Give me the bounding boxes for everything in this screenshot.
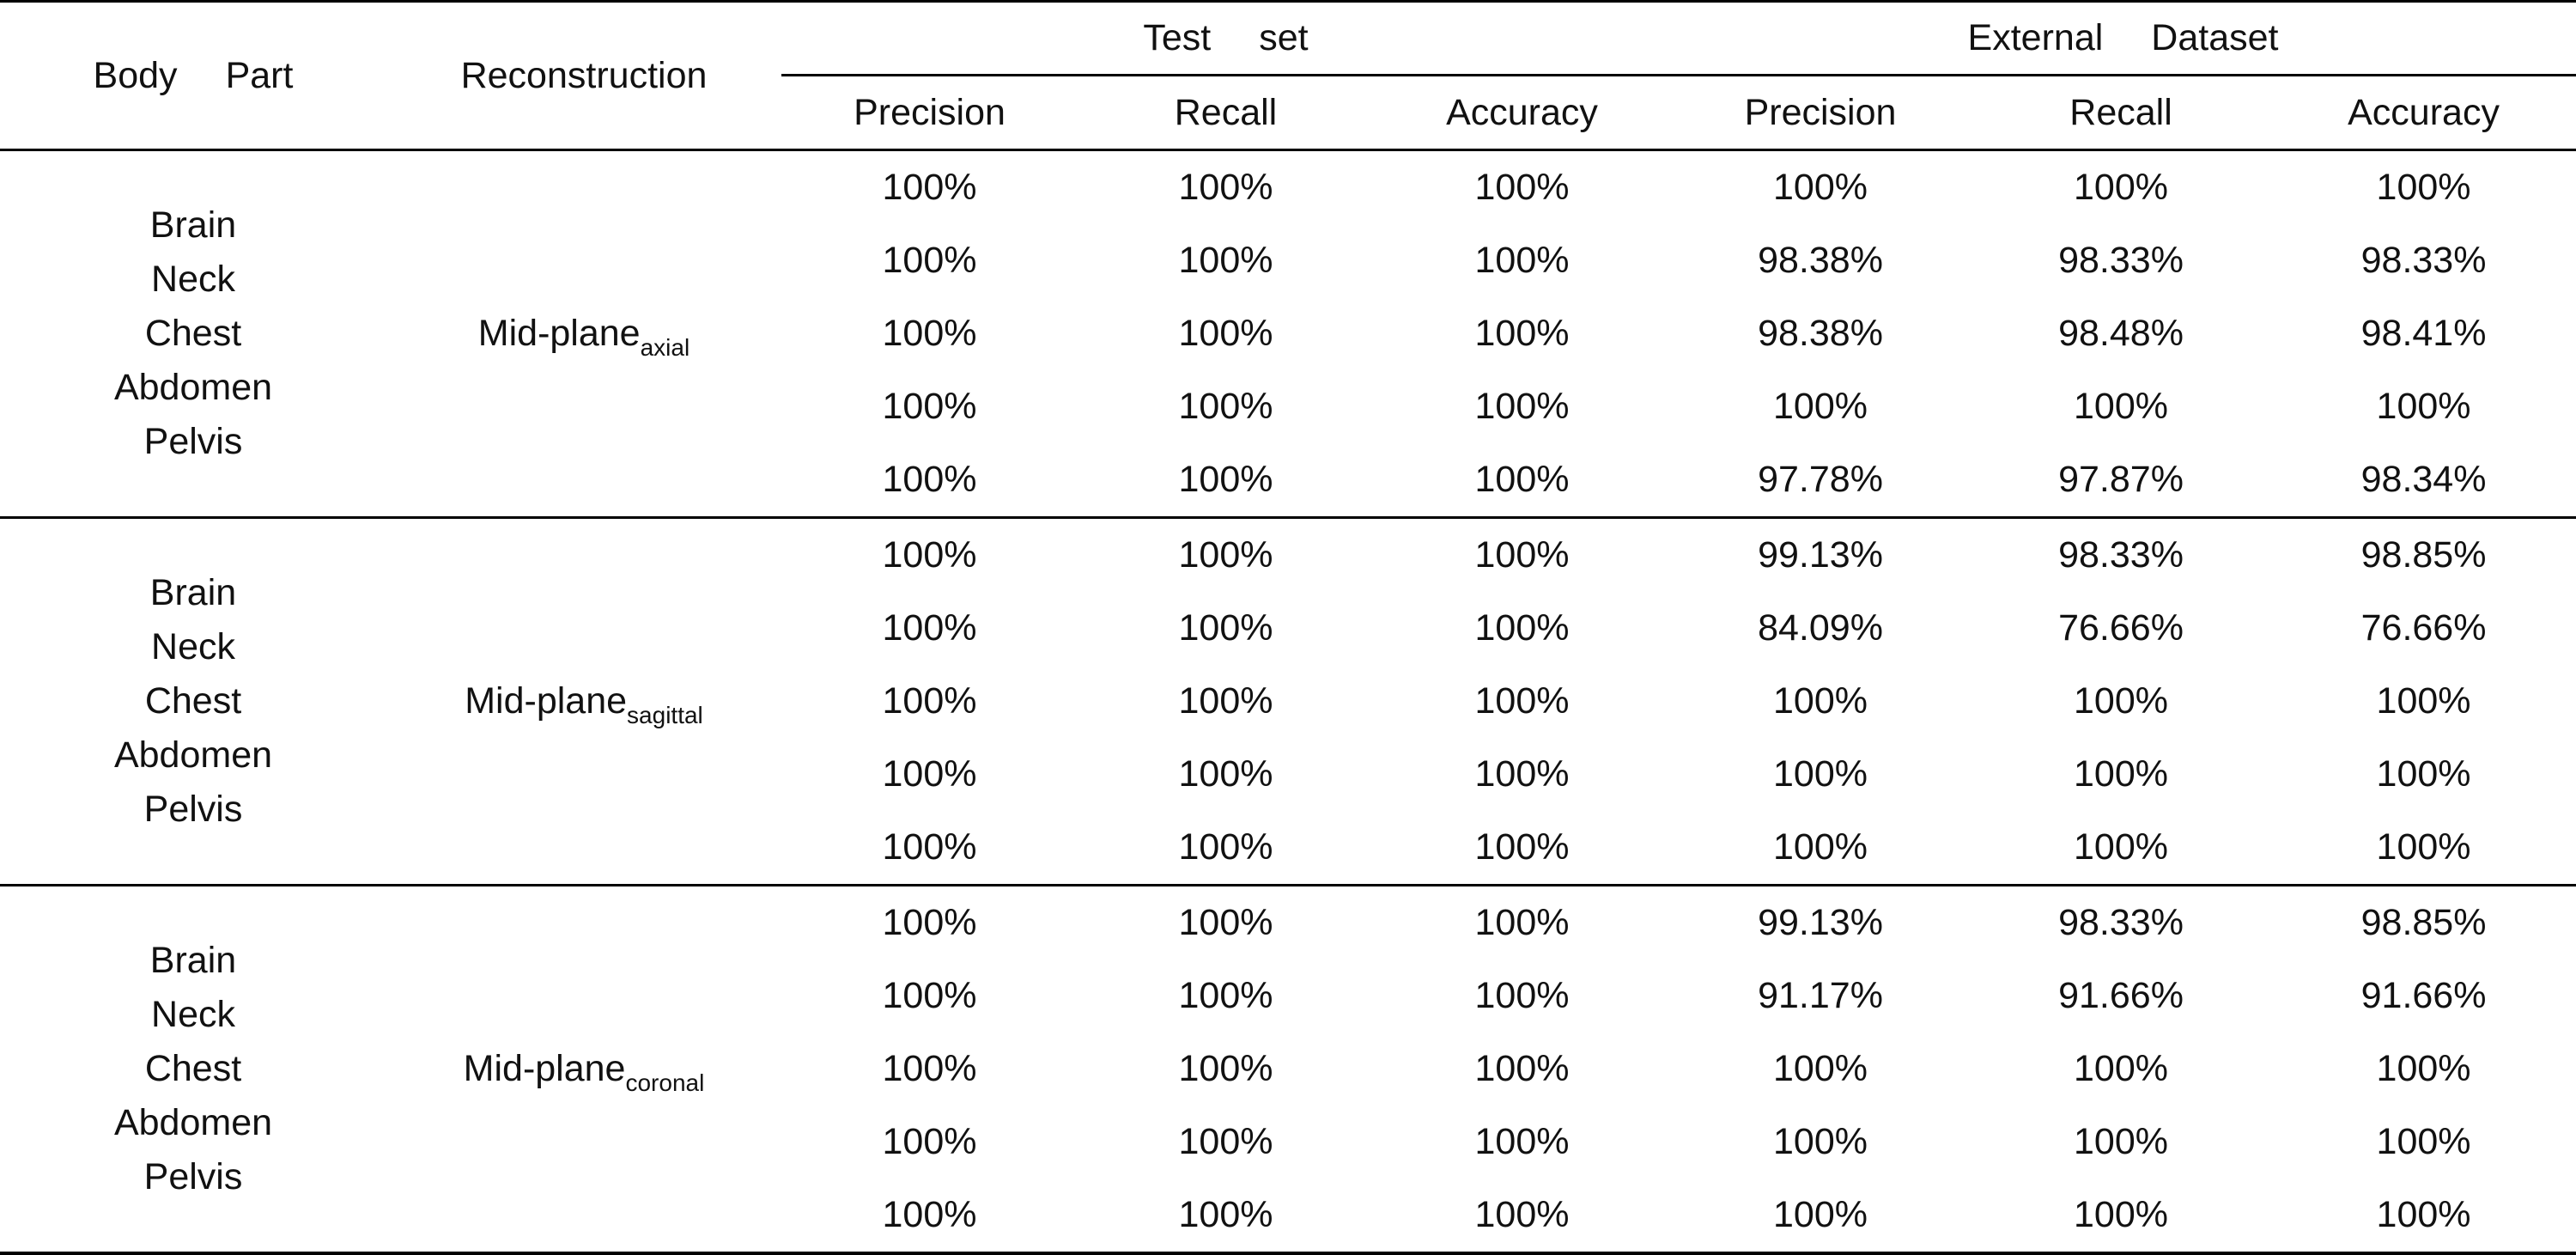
- reconstruction-label: Mid-plane: [465, 680, 628, 722]
- reconstruction-cell: [386, 150, 781, 518]
- test-set-value: 100%: [882, 313, 977, 354]
- test-set-value: 100%: [1178, 902, 1273, 943]
- external-dataset-value: 100%: [2074, 680, 2168, 722]
- external-dataset-value: 100%: [2271, 811, 2576, 886]
- body-part-label: Chest: [144, 1048, 242, 1089]
- external-dataset-value: 91.66%: [2360, 975, 2487, 1016]
- table-body: [0, 150, 2576, 1254]
- body-part-label: Abdomen: [113, 1102, 273, 1143]
- body-part-label: Chest: [144, 313, 242, 354]
- reconstruction-plane: axial: [640, 334, 690, 361]
- results-table: [0, 3, 2576, 1255]
- external-dataset-value: 100%: [1773, 753, 1868, 795]
- external-dataset-value: 98.34%: [2271, 443, 2576, 518]
- external-dataset-value: 98.48%: [2058, 313, 2184, 354]
- external-dataset-value: 100%: [2074, 753, 2168, 795]
- external-dataset-value: 91.17%: [1758, 975, 1883, 1016]
- test-set-value: 100%: [1474, 1121, 1570, 1162]
- test-set-value: 100%: [882, 386, 977, 427]
- body-part-label: Brain: [149, 940, 237, 981]
- test-set-value: 100%: [882, 1121, 977, 1162]
- header-metric: Recall: [2069, 91, 2172, 133]
- external-dataset-value: 84.09%: [1758, 607, 1883, 649]
- test-set-value: 100%: [1178, 607, 1273, 649]
- body-part-label: Pelvis: [143, 789, 243, 830]
- external-dataset-value: 100%: [1773, 167, 1868, 208]
- external-dataset-value: 100%: [1971, 1179, 2271, 1253]
- external-dataset-value: 91.66%: [2058, 975, 2184, 1016]
- test-set-value: 100%: [882, 1048, 977, 1089]
- body-part-cell: [0, 518, 386, 886]
- external-dataset-value: 100%: [2271, 1179, 2576, 1253]
- body-part-label: Neck: [151, 626, 235, 667]
- test-set-value: 100%: [1374, 443, 1670, 518]
- external-dataset-value: 100%: [2074, 1121, 2168, 1162]
- test-set-value: 100%: [1474, 607, 1570, 649]
- test-set-value: 100%: [1474, 680, 1570, 722]
- test-set-value: 100%: [882, 902, 977, 943]
- test-set-value: 100%: [882, 167, 977, 208]
- external-dataset-value: 98.38%: [1758, 313, 1883, 354]
- test-set-value: 100%: [1474, 534, 1570, 576]
- test-set-value: 100%: [882, 753, 977, 795]
- header-metric: Accuracy: [2348, 91, 2500, 133]
- external-dataset-value: 100%: [1773, 1121, 1868, 1162]
- body-part-cell: [0, 886, 386, 1254]
- test-set-value: 100%: [1178, 1048, 1273, 1089]
- header-metric: Accuracy: [1446, 91, 1598, 133]
- external-dataset-value: 98.33%: [2058, 902, 2184, 943]
- reconstruction-cell: [386, 518, 781, 886]
- table-row: [0, 518, 2576, 593]
- reconstruction-cell: [386, 886, 781, 1254]
- external-dataset-value: 100%: [2074, 386, 2168, 427]
- reconstruction-plane: sagittal: [627, 702, 703, 728]
- test-set-value: 100%: [1474, 1048, 1570, 1089]
- header-metric: Recall: [1174, 91, 1278, 133]
- test-set-value: 100%: [1078, 443, 1374, 518]
- body-part-cell: [0, 150, 386, 518]
- test-set-value: 100%: [1178, 680, 1273, 722]
- test-set-value: 100%: [1474, 902, 1570, 943]
- test-set-value: 100%: [1474, 753, 1570, 795]
- table-row: [0, 150, 2576, 225]
- body-part-label: Neck: [151, 994, 235, 1035]
- header-metric: Precision: [854, 91, 1005, 133]
- body-part-list: [0, 566, 386, 837]
- external-dataset-value: 98.33%: [2058, 240, 2184, 281]
- external-dataset-value: 100%: [1670, 1179, 1971, 1253]
- test-set-value: 100%: [1178, 975, 1273, 1016]
- external-dataset-value: 100%: [2074, 167, 2168, 208]
- body-part-label: Neck: [151, 259, 235, 300]
- test-set-value: 100%: [1078, 1179, 1374, 1253]
- test-set-value: 100%: [1374, 1179, 1670, 1253]
- external-dataset-value: 98.33%: [2360, 240, 2487, 281]
- external-dataset-value: 100%: [1773, 1048, 1868, 1089]
- test-set-value: 100%: [882, 240, 977, 281]
- external-dataset-value: 100%: [2376, 1048, 2471, 1089]
- header-reconstruction: Reconstruction: [460, 54, 708, 96]
- test-set-value: 100%: [781, 1179, 1078, 1253]
- test-set-value: 100%: [1474, 240, 1570, 281]
- test-set-value: 100%: [882, 975, 977, 1016]
- external-dataset-value: 98.85%: [2360, 534, 2487, 576]
- test-set-value: 100%: [1374, 811, 1670, 886]
- external-dataset-value: 100%: [1971, 811, 2271, 886]
- test-set-value: 100%: [781, 811, 1078, 886]
- body-part-label: Abdomen: [113, 734, 273, 776]
- external-dataset-value: 100%: [1773, 386, 1868, 427]
- test-set-value: 100%: [1078, 811, 1374, 886]
- external-dataset-value: 76.66%: [2058, 607, 2184, 649]
- test-set-value: 100%: [1474, 313, 1570, 354]
- reconstruction-label: Mid-plane: [477, 313, 641, 354]
- header-external-dataset: External Dataset: [1670, 3, 2576, 76]
- body-part-list: [0, 934, 386, 1204]
- test-set-value: 100%: [882, 680, 977, 722]
- external-dataset-value: 97.87%: [1971, 443, 2271, 518]
- external-dataset-value: 100%: [2074, 1048, 2168, 1089]
- header-metric: Precision: [1744, 91, 1897, 133]
- test-set-value: 100%: [1474, 975, 1570, 1016]
- external-dataset-value: 100%: [2376, 1121, 2471, 1162]
- test-set-value: 100%: [1474, 167, 1570, 208]
- body-part-label: Abdomen: [113, 367, 273, 408]
- header-body-part: Body Part: [93, 54, 294, 96]
- test-set-value: 100%: [1178, 1121, 1273, 1162]
- external-dataset-value: 76.66%: [2360, 607, 2487, 649]
- external-dataset-value: 100%: [1773, 680, 1868, 722]
- body-part-list: [0, 198, 386, 469]
- test-set-value: 100%: [1178, 313, 1273, 354]
- external-dataset-value: 98.41%: [2360, 313, 2487, 354]
- header-test-set: Test set: [781, 3, 1670, 76]
- test-set-value: 100%: [1178, 386, 1273, 427]
- test-set-value: 100%: [1178, 534, 1273, 576]
- test-set-value: 100%: [1178, 167, 1273, 208]
- body-part-label: Pelvis: [143, 421, 243, 462]
- body-part-label: Pelvis: [143, 1156, 243, 1197]
- external-dataset-value: 98.38%: [1758, 240, 1883, 281]
- table-row: [0, 886, 2576, 960]
- test-set-value: 100%: [1178, 753, 1273, 795]
- reconstruction-label: Mid-plane: [463, 1048, 626, 1089]
- body-part-label: Chest: [144, 680, 242, 722]
- external-dataset-value: 100%: [2376, 167, 2471, 208]
- external-dataset-value: 98.33%: [2058, 534, 2184, 576]
- external-dataset-value: 97.78%: [1670, 443, 1971, 518]
- external-dataset-value: 100%: [2376, 680, 2471, 722]
- external-dataset-value: 98.85%: [2360, 902, 2487, 943]
- external-dataset-value: 99.13%: [1758, 534, 1883, 576]
- external-dataset-value: 99.13%: [1758, 902, 1883, 943]
- reconstruction-plane: coronal: [625, 1069, 705, 1096]
- test-set-value: 100%: [1178, 240, 1273, 281]
- body-part-label: Brain: [149, 572, 237, 613]
- test-set-value: 100%: [781, 443, 1078, 518]
- body-part-label: Brain: [149, 204, 237, 246]
- test-set-value: 100%: [882, 534, 977, 576]
- external-dataset-value: 100%: [2376, 753, 2471, 795]
- header-row-1: [0, 3, 2576, 76]
- external-dataset-value: 100%: [2376, 386, 2471, 427]
- external-dataset-value: 100%: [1670, 811, 1971, 886]
- test-set-value: 100%: [882, 607, 977, 649]
- test-set-value: 100%: [1474, 386, 1570, 427]
